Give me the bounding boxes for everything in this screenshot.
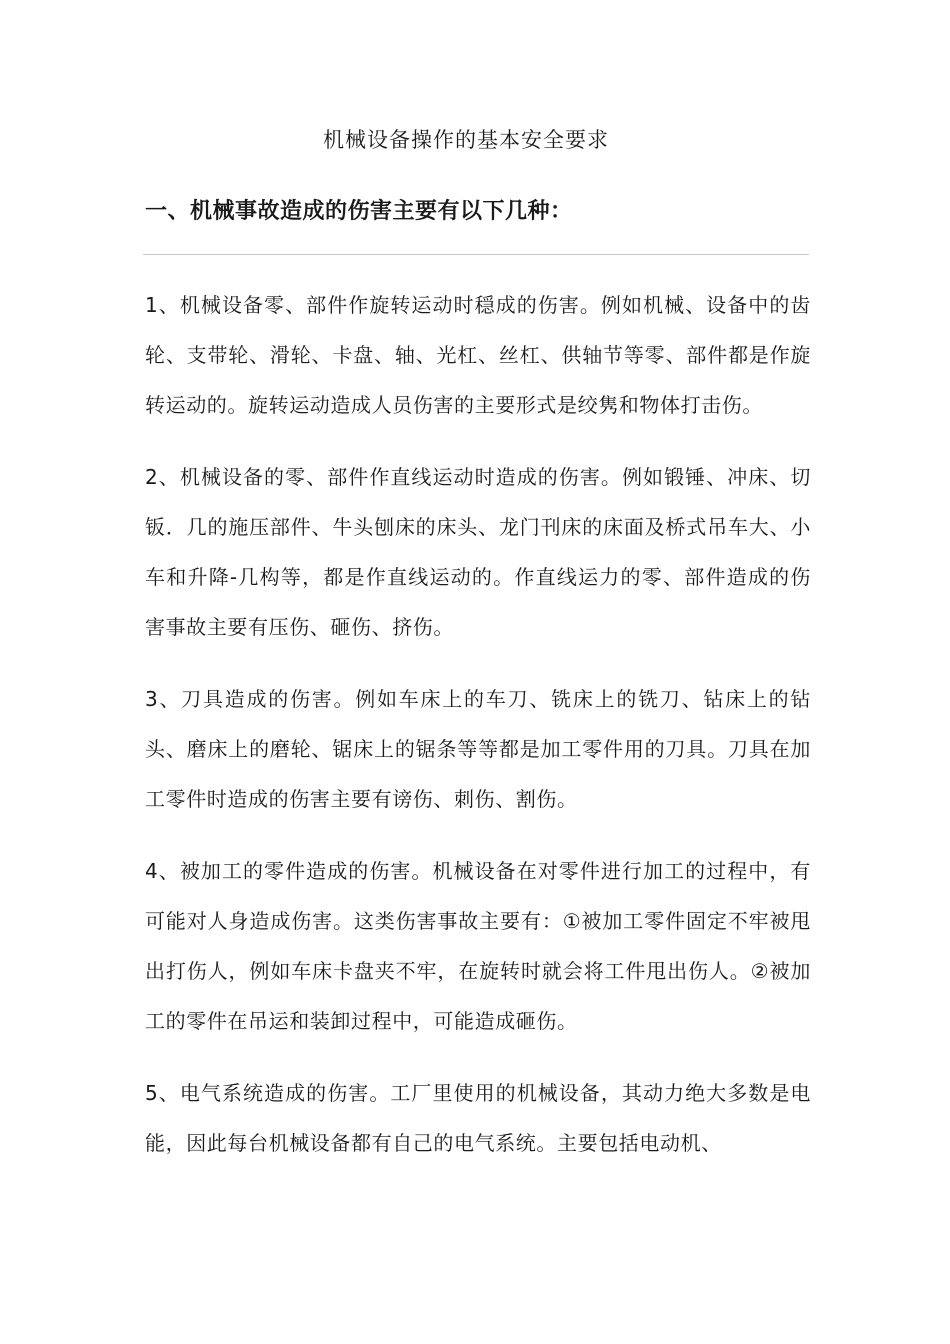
paragraph-4: 4、被加工的零件造成的伤害。机械设备在对零件进行加工的过程中，有可能对人身造成伤害。这类伤害事故主要有：①被加工零件固定不牢被甩出打伤人，例如车床卡盘夹不牢，在旋转时就会将工件甩出伤人。②被加工的零件在吊运和装卸过程中，可能造成砸伤。 [145, 859, 811, 1033]
paragraph-3: 3、刀具造成的伤害。例如车床上的车刀、铣床上的铣刀、钻床上的钻头、磨床上的磨轮、锯床上的锯条等等都是加工零件用的刀具。刀具在加工零件时造成的伤害主要有谤伤、刺伤、割伤。 [145, 687, 811, 811]
section-heading: 一、机械事故造成的伤害主要有以下几种： [145, 199, 573, 224]
document-title: 机械设备操作的基本安全要求 [323, 128, 609, 152]
paragraph-2: 2、机械设备的零、部件作直线运动时造成的伤害。例如锻锤、冲床、切钣．几的施压部件、牛头刨床的床头、龙门刊床的床面及桥式吊车大、小车和升降-几构等，都是作直线运动的。作直线运力的零、部件造成的伤害事故主要有压伤、砸伤、挤伤。 [145, 465, 811, 639]
document-body [145, 280, 811, 1190]
section-divider [143, 254, 809, 255]
paragraph-5: 5、电气系统造成的伤害。工厂里使用的机械设备，其动力绝大多数是电能，因此每台机械设备都有自己的电气系统。主要包括电动机、 [145, 1081, 811, 1155]
paragraph-1: 1、机械设备零、部件作旋转运动时穏成的伤害。例如机械、设备中的齿轮、支带轮、滑轮、卡盘、轴、光杠、丝杠、供轴节等零、部件都是作旋转运动的。旋转运动造成人员伤害的主要形式是绞隽和物体打击伤。 [145, 293, 811, 417]
